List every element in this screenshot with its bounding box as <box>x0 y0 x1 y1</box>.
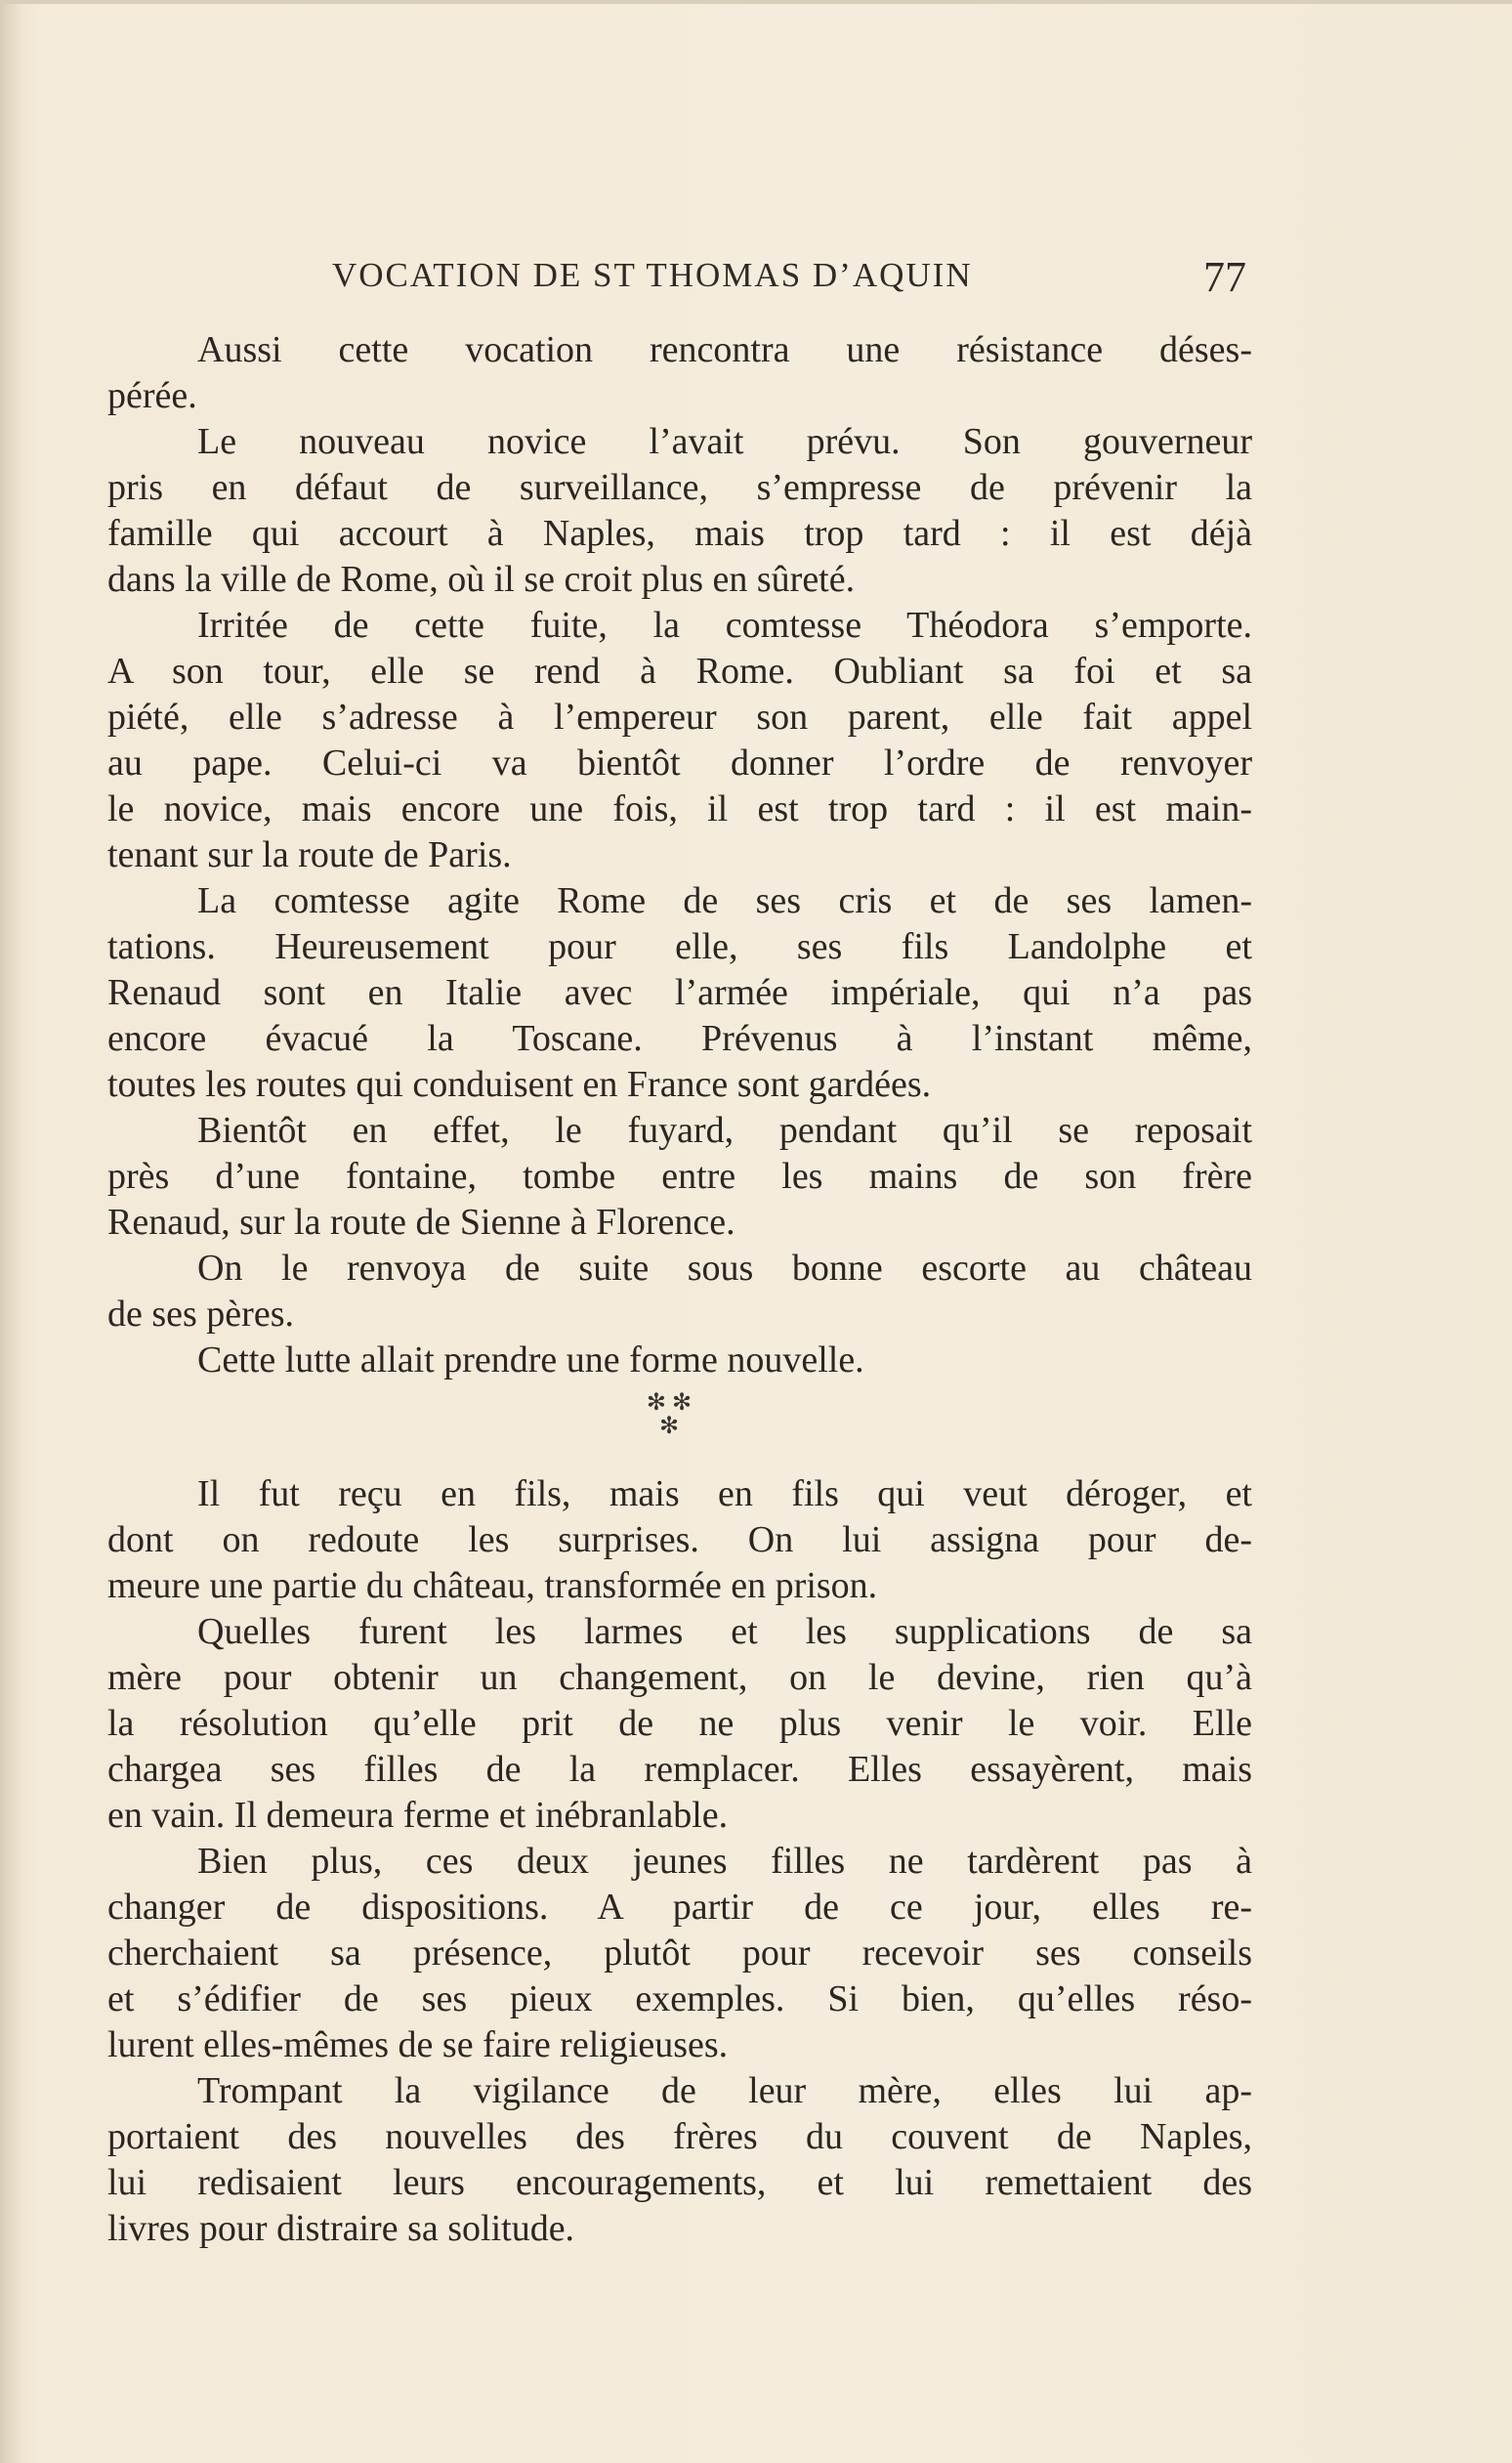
text-line: Quelles furent les larmes et les supplications de sa <box>197 1611 1252 1652</box>
text-line: Il fut reçu en fils, mais en fils qui veut déroger, et <box>197 1473 1252 1514</box>
text-line: piété, elle s’adresse à l’empereur son parent, elle fait appel <box>107 697 1252 738</box>
asterism: ✻ ✻ ✻ <box>646 1390 693 1439</box>
text-line: Irritée de cette fuite, la comtesse Théodora s’emporte. <box>197 605 1252 646</box>
text-line: Bientôt en effet, le fuyard, pendant qu’il se reposait <box>197 1110 1252 1151</box>
text-line: en vain. Il demeura ferme et inébranlable. <box>107 1795 729 1836</box>
text-line: tenant sur la route de Paris. <box>107 834 512 875</box>
text-line: le novice, mais encore une fois, il est trop tard : il est main- <box>107 788 1252 829</box>
text-line: et s’édifier de ses pieux exemples. Si bien, qu’elles réso- <box>107 1978 1252 2019</box>
page-gutter-shadow <box>0 0 21 2463</box>
running-title: VOCATION DE ST THOMAS D’AQUIN <box>332 256 973 294</box>
text-line: Trompant la vigilance de leur mère, elles lui ap- <box>197 2070 1252 2111</box>
page-number: 77 <box>1203 253 1246 301</box>
text-line: lurent elles-mêmes de se faire religieuses. <box>107 2024 729 2065</box>
text-line: près d’une fontaine, tombe entre les mains de son frère <box>107 1156 1252 1197</box>
text-line: La comtesse agite Rome de ses cris et de ses lamen- <box>197 880 1252 921</box>
page-top-edge <box>0 0 1512 4</box>
text-line: Renaud sont en Italie avec l’armée impériale, qui n’a pas <box>107 972 1252 1013</box>
text-line: famille qui accourt à Naples, mais trop tard : il est déjà <box>107 513 1252 554</box>
text-section-2 <box>107 1471 1252 2252</box>
text-line: de ses pères. <box>107 1294 294 1335</box>
text-line: chargea ses filles de la remplacer. Elles essayèrent, mais <box>107 1749 1252 1790</box>
text-line: livres pour distraire sa solitude. <box>107 2208 575 2249</box>
text-line: pris en défaut de surveillance, s’empresse de prévenir la <box>107 467 1252 508</box>
text-line: Bien plus, ces deux jeunes filles ne tardèrent pas à <box>197 1841 1252 1882</box>
text-line: tations. Heureusement pour elle, ses fils Landolphe et <box>107 926 1252 967</box>
text-section-1 <box>107 327 1252 1383</box>
text-line: la résolution qu’elle prit de ne plus venir le voir. Elle <box>107 1703 1252 1744</box>
text-line: Aussi cette vocation rencontra une résistance déses- <box>197 329 1252 370</box>
text-line: Renaud, sur la route de Sienne à Florence. <box>107 1202 735 1243</box>
text-line: portaient des nouvelles des frères du couvent de Naples, <box>107 2116 1252 2157</box>
text-line: On le renvoya de suite sous bonne escorte au château <box>197 1248 1252 1289</box>
text-line: Le nouveau novice l’avait prévu. Son gouverneur <box>197 421 1252 462</box>
text-line: changer de dispositions. A partir de ce jour, elles re- <box>107 1887 1252 1928</box>
section-separator <box>107 1383 1252 1471</box>
text-line: lui redisaient leurs encouragements, et lui remettaient des <box>107 2162 1252 2203</box>
text-line: meure une partie du château, transformée en prison. <box>107 1565 878 1606</box>
text-line: dans la ville de Rome, où il se croit plus en sûreté. <box>107 559 856 600</box>
text-line: toutes les routes qui conduisent en France sont gardées. <box>107 1064 932 1105</box>
text-line: au pape. Celui-ci va bientôt donner l’ordre de renvoyer <box>107 743 1252 784</box>
text-line: A son tour, elle se rend à Rome. Oubliant sa foi et sa <box>107 651 1252 692</box>
text-line: cherchaient sa présence, plutôt pour recevoir ses conseils <box>107 1932 1252 1974</box>
text-line: encore évacué la Toscane. Prévenus à l’instant même, <box>107 1018 1252 1059</box>
text-line: Cette lutte allait prendre une forme nouvelle. <box>197 1339 864 1380</box>
text-line: mère pour obtenir un changement, on le devine, rien qu’à <box>107 1657 1252 1698</box>
body-text <box>107 327 1252 2252</box>
text-line: dont on redoute les surprises. On lui assigna pour de- <box>107 1519 1252 1560</box>
text-line: pérée. <box>107 375 197 416</box>
